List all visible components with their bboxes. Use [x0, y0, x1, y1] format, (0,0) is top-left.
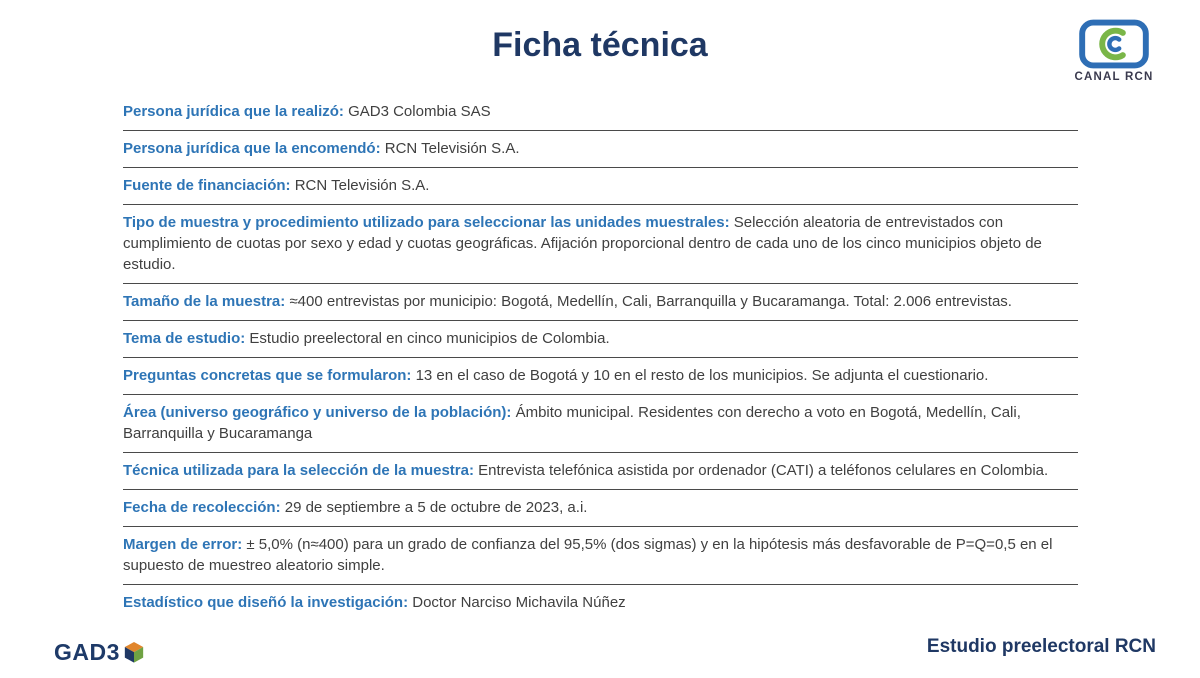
field-row-fuente-financiacion [123, 168, 1078, 204]
field-label: Técnica utilizada para la selección de la muestra: [123, 462, 474, 479]
field-row-tamano-muestra [123, 284, 1078, 320]
field-label: Persona jurídica que la encomendó: [123, 140, 381, 157]
field-value: RCN Televisión S.A. [384, 140, 520, 157]
canal-rcn-label: CANAL RCN [1074, 71, 1154, 83]
field-label: Margen de error: [123, 536, 243, 553]
field-row-persona-realizo [123, 94, 1078, 130]
field-value: Ámbito municipal. Residentes con derecho a voto en Bogotá, Medellín, Cali, Barranquilla y Bucaramanga [123, 404, 1021, 442]
field-label: Estadístico que diseñó la investigación: [123, 594, 409, 611]
field-label: Área (universo geográfico y universo de la población): [123, 404, 512, 421]
field-label: Preguntas concretas que se formularon: [123, 367, 412, 384]
field-label: Fecha de recolección: [123, 499, 281, 516]
field-value: 13 en el caso de Bogotá y 10 en el resto de los municipios. Se adjunta el cuestionario. [415, 367, 989, 384]
field-row-tipo-muestra [123, 205, 1078, 283]
field-value: ≈400 entrevistas por municipio: Bogotá, Medellín, Cali, Barranquilla y Bucaramanga. Total: 2.006 entrevistas. [289, 293, 1012, 310]
field-value: Selección aleatoria de entrevistados con cumplimiento de cuotas por sexo y edad y cuotas geográficas. Afijación proporcional dentro de cada uno de los cinco municipios objeto de estudio. [123, 214, 1042, 273]
field-row-estadistico [123, 585, 1078, 621]
field-row-area-universo [123, 395, 1078, 452]
gad3-logo [54, 639, 145, 666]
field-value: ± 5,0% (n≈400) para un grado de confianza del 95,5% (dos sigmas) y en la hipótesis más desfavorable de P=Q=0,5 en el supuesto de muestreo aleatorio simple. [123, 536, 1053, 574]
field-row-tecnica-seleccion [123, 453, 1078, 489]
gad3-label: GAD3 [54, 639, 120, 665]
field-row-margen-error [123, 527, 1078, 584]
field-value: Doctor Narciso Michavila Núñez [412, 594, 626, 611]
field-row-tema-estudio [123, 321, 1078, 357]
field-value: Estudio preelectoral en cinco municipios de Colombia. [249, 330, 610, 347]
gad3-cube-icon [123, 641, 145, 665]
ficha-tecnica-rows [123, 94, 1078, 621]
field-value: Entrevista telefónica asistida por ordenador (CATI) a teléfonos celulares en Colombia. [478, 462, 1049, 479]
field-row-persona-encomendo [123, 131, 1078, 167]
field-label: Fuente de financiación: [123, 177, 291, 194]
canal-rcn-logo [1068, 18, 1160, 83]
field-label: Tema de estudio: [123, 330, 246, 347]
field-value: GAD3 Colombia SAS [348, 103, 491, 120]
field-value: RCN Televisión S.A. [294, 177, 430, 194]
field-row-preguntas [123, 358, 1078, 394]
field-label: Persona jurídica que la realizó: [123, 103, 344, 120]
field-value: 29 de septiembre a 5 de octubre de 2023, a.i. [284, 499, 588, 516]
page-title: Ficha técnica [492, 26, 708, 64]
study-title: Estudio preelectoral RCN [926, 636, 1156, 657]
field-label: Tamaño de la muestra: [123, 293, 286, 310]
field-label: Tipo de muestra y procedimiento utilizado para seleccionar las unidades muestrales: [123, 214, 730, 231]
field-row-fecha-recoleccion [123, 490, 1078, 526]
rcn-mark-icon [1077, 18, 1151, 70]
